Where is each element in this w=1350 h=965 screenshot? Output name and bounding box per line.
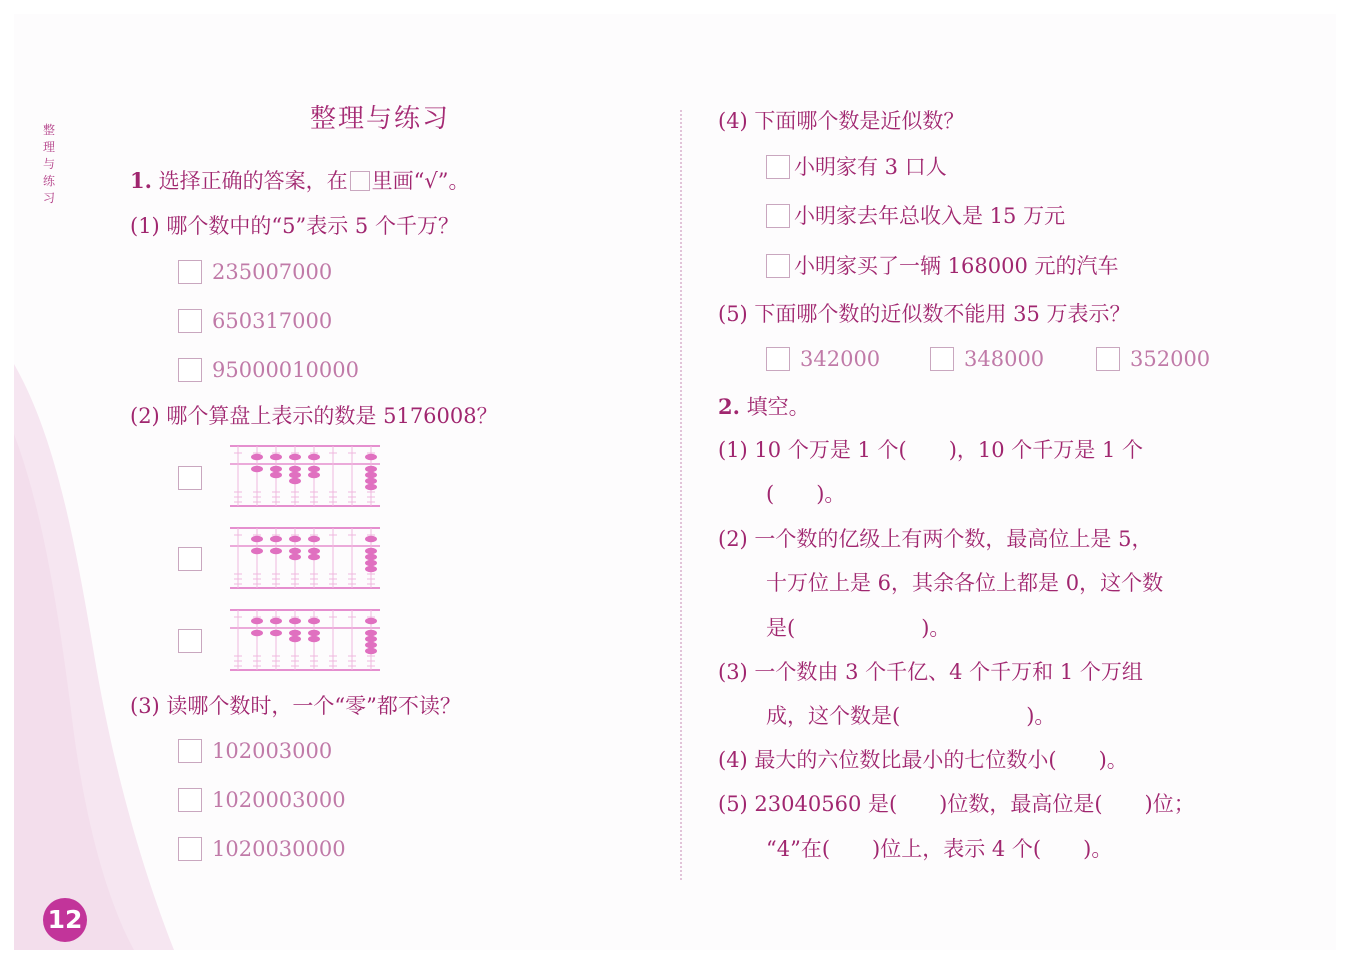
abacus-icon	[230, 526, 380, 590]
checkbox-q2-b[interactable]	[178, 547, 202, 571]
fill-line: ( )。	[766, 482, 846, 506]
section-1-number: 1.	[130, 168, 152, 193]
checkbox-q1-b[interactable]	[178, 309, 202, 333]
checkbox-q5-c[interactable]	[1096, 347, 1120, 371]
checkbox-q4-b[interactable]	[766, 204, 790, 228]
question-1-2: (2) 哪个算盘上表示的数是 5176008？	[130, 404, 498, 428]
section-2-number: 2.	[718, 394, 740, 419]
section-2-title: 填空。	[746, 395, 810, 419]
option-q5-b: 348000	[964, 347, 1045, 371]
checkbox-q3-c[interactable]	[178, 837, 202, 861]
question-1-5: (5) 下面哪个数的近似数不能用 35 万表示？	[718, 302, 1131, 326]
option-q5-a: 342000	[800, 347, 881, 371]
option-q5-c: 352000	[1130, 347, 1211, 371]
section-1-text-post: 里画“√”。	[371, 169, 470, 193]
question-1-1: (1) 哪个数中的“5”表示 5 个千万？	[130, 214, 459, 238]
checkbox-q4-a[interactable]	[766, 155, 790, 179]
option-q4-b: 小明家去年总收入是 15 万元	[794, 204, 1066, 228]
option-q3-a: 102003000	[212, 739, 333, 763]
checkbox-q1-c[interactable]	[178, 358, 202, 382]
fill-line: 是( )。	[766, 616, 951, 640]
fill-line: (4) 最大的六位数比最小的七位数小( )。	[718, 748, 1128, 772]
checkbox-q5-a[interactable]	[766, 347, 790, 371]
checkbox-q3-a[interactable]	[178, 739, 202, 763]
fill-line: (2) 一个数的亿级上有两个数，最高位上是 5，	[718, 527, 1153, 551]
section-1-heading	[130, 168, 469, 194]
question-1-4: (4) 下面哪个数是近似数？	[718, 109, 965, 133]
fill-line: “4”在( )位上，表示 4 个( )。	[766, 837, 1113, 861]
option-q1-b: 650317000	[212, 309, 333, 333]
page-number: 12	[43, 898, 87, 942]
side-tab-label: 整理与练习	[42, 123, 55, 205]
fill-line: 十万位上是 6，其余各位上都是 0，这个数	[766, 571, 1164, 595]
checkbox-icon	[350, 171, 370, 191]
fill-line: (5) 23040560 是( )位数，最高位是( )位；	[718, 792, 1195, 816]
checkbox-q2-a[interactable]	[178, 466, 202, 490]
workbook-page	[14, 14, 1336, 950]
fill-line: (3) 一个数由 3 个千亿、4 个千万和 1 个万组	[718, 660, 1143, 684]
option-q3-c: 1020030000	[212, 837, 346, 861]
option-q4-a: 小明家有 3 口人	[794, 155, 947, 179]
option-q4-c: 小明家买了一辆 168000 元的汽车	[794, 254, 1119, 278]
option-q1-a: 235007000	[212, 260, 333, 284]
question-1-3: (3) 读哪个数时，一个“零”都不读？	[130, 694, 461, 718]
column-divider	[680, 110, 682, 880]
checkbox-q5-b[interactable]	[930, 347, 954, 371]
section-1-text-pre: 选择正确的答案，在	[158, 169, 348, 193]
section-2-heading	[718, 394, 810, 420]
option-q3-b: 1020003000	[212, 788, 346, 812]
checkbox-q3-b[interactable]	[178, 788, 202, 812]
abacus-icon	[230, 608, 380, 672]
checkbox-q1-a[interactable]	[178, 260, 202, 284]
page-title: 整理与练习	[310, 104, 451, 134]
option-q1-c: 95000010000	[212, 358, 359, 382]
checkbox-q4-c[interactable]	[766, 254, 790, 278]
checkbox-q2-c[interactable]	[178, 629, 202, 653]
fill-line: (1) 10 个万是 1 个( )，10 个千万是 1 个	[718, 438, 1144, 462]
fill-line: 成，这个数是( )。	[766, 704, 1056, 728]
abacus-icon	[230, 444, 380, 508]
